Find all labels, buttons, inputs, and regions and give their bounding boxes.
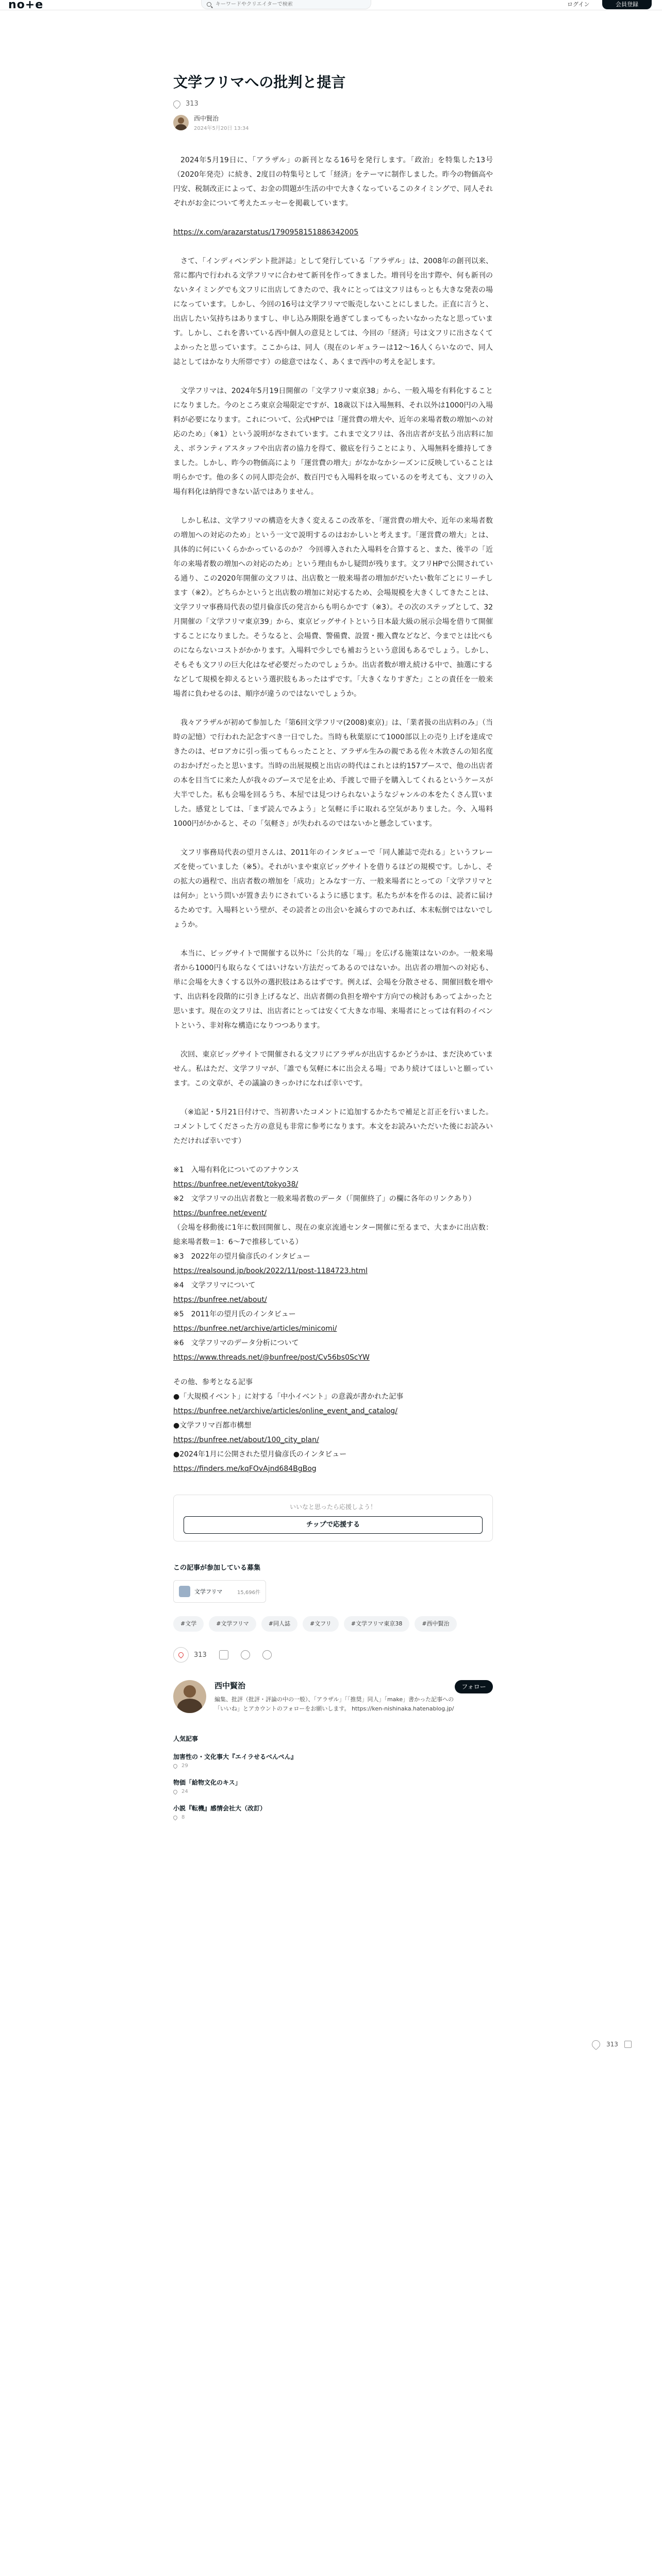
tag[interactable]: #文フリ — [303, 1616, 339, 1632]
paragraph: 本当に、ビッグサイトで開催する以外に「公共的な「場」」を広げる施策はないのか。一般来場者から1000円も取らなくてはいけない方法だってあるのではないか。出店者の増加への対応も、単に会場を大きくする以外の選択肢はあるはずです。例えば、会場を分散させる、開催回数を増やす、出店料を段階的に引き上げるなど、出店者側の負担を増やす方向での検討もあってよかったと思います。現在の文フリは、出店者にとっては安くて大きな市場、来場者にとっては有料のイベントという、非対称な構造になりつつあります。 — [173, 950, 493, 1030]
tag[interactable]: #文学フリマ — [209, 1616, 256, 1632]
magazine-count: 15,696件 — [237, 1589, 260, 1596]
popular-item-title[interactable]: 小説『転機』感情会社大（改訂） — [173, 1805, 267, 1812]
note-label: ※6 文学フリマのデータ分析について — [173, 1339, 299, 1347]
popular-item[interactable] — [173, 1804, 390, 1820]
paragraph: 文学フリマは、2024年5月19日開催の「文学フリマ東京38」から、一般入場を有料化することになりました。今のところ東京会場限定ですが、18歳以下は入場無料、それ以外は1000円の入場料が必要になります。これについて、公式HPでは「運営費の増大や、近年の来場者数の増加への対応のため」（※1）という説明がなされています。これまで文フリは、各出店者が支払う出店料に加え、ボランティアスタッフや出店者の協力を得て、徹底を行うことにより、入場無料を維持してきました。しかし、昨今の物価高により「運営費の増大」がなかなかシーズンに反映していることは明らかです。他の多くの同人即売会が、数百円でも入場料を取っているのを考えても、文フリの入場有料化は納得できない話ではありません。 — [173, 387, 493, 496]
ref-label: ●文学フリマ百都市構想 — [173, 1421, 252, 1430]
more-icon[interactable] — [262, 1650, 272, 1659]
magazine-name: 文学フリマ — [194, 1588, 223, 1595]
like-button[interactable] — [173, 1647, 189, 1663]
tip-button[interactable]: チップで応援する — [184, 1516, 483, 1534]
search-input[interactable] — [216, 2, 360, 7]
share-icon[interactable] — [219, 1650, 228, 1659]
note-label: ※4 文学フリマについて — [173, 1281, 256, 1290]
heart-icon — [177, 1651, 185, 1658]
support-text: いいなと思ったら応援しよう！ — [289, 1503, 376, 1511]
ref-link[interactable]: https://finders.me/kqFOvAjnd684BgBog — [173, 1465, 317, 1473]
note-label: ※1 入場有料化についてのアナウンス — [173, 1166, 299, 1174]
note-link[interactable]: https://bunfree.net/archive/articles/minicomi/ — [173, 1325, 337, 1333]
magazine-heading: この記事が参加している募集 — [173, 1564, 261, 1572]
article-body — [173, 153, 493, 1476]
floating-actions — [592, 2040, 632, 2048]
tag[interactable]: #西中賢治 — [415, 1616, 456, 1632]
author-name[interactable]: 西中賢治 — [194, 115, 219, 122]
heart-icon — [172, 1815, 178, 1820]
magazine-thumbnail — [179, 1586, 190, 1597]
search-icon — [207, 2, 211, 7]
note-link[interactable]: https://bunfree.net/event/ — [173, 1209, 267, 1217]
like-count: 313 — [186, 100, 198, 108]
popular-item[interactable] — [173, 1778, 390, 1794]
author-bio: 編集、批評（批評・評論の中の一般）、「アラザル」「「推奨」同人」「make」書かった記事への「いいね」とアカウントのフォローをお願いします。 https://ken-nishinaka.hatenablog.jp/ — [214, 1696, 454, 1712]
footnotes — [173, 1163, 493, 1476]
paragraph: 文フリ事務局代表の望月さんは、2011年のインタビューで「同人雑誌で売れる」というフレーズを使っていました（※5）。それがいまや東京ビッグサイトを借りるほどの規模です。しかし、その拡大の過程で、出店者数の増加を「成功」とみなす一方、一般来場者にとっての「文学フリマとは何か」という問いが置き去りにされているように感じます。私たちが本を作るのは、読者に届けるためです。入場料という壁が、その読者との出会いを減らすのであれば、本末転倒ではないでしょうか。 — [173, 849, 493, 929]
ref-link[interactable]: https://bunfree.net/about/100_city_plan/ — [173, 1436, 319, 1444]
popular-item-likes: 29 — [181, 1763, 188, 1769]
login-button[interactable]: ログイン — [567, 1, 590, 8]
author-row[interactable] — [173, 114, 493, 131]
tag[interactable]: #同人誌 — [261, 1616, 297, 1632]
likes-row — [173, 100, 493, 108]
note-link[interactable]: https://www.threads.net/@bunfree/post/Cv56bs0ScYW — [173, 1353, 370, 1362]
popular-item-likes: 24 — [181, 1789, 188, 1794]
follow-button[interactable]: フォロー — [455, 1680, 493, 1693]
popular-item-title[interactable]: 物価「給物文化のキス」 — [173, 1779, 241, 1786]
magazine-card[interactable] — [173, 1580, 266, 1603]
like-count: 313 — [194, 1651, 207, 1659]
tag-list — [173, 1616, 493, 1632]
top-bar — [0, 0, 662, 10]
note-label: ※2 文学フリマの出店者数と一般来場者数のデータ（「開催終了」の欄に各年のリンクあり） — [173, 1195, 476, 1203]
article — [173, 72, 493, 1820]
note-link[interactable]: https://realsound.jp/book/2022/11/post-1184723.html — [173, 1267, 368, 1275]
ref-heading: その他、参考となる記事 — [173, 1378, 253, 1386]
comment-icon[interactable] — [241, 1650, 250, 1659]
paragraph: （※追記・5月21日付けで、当初書いたコメントに追加するかたちで補足と訂正を行いました。コメントしてくださった方の意見も非常に参考になります。本文をお読みいただいた後にお読みいただければ幸いです） — [173, 1108, 493, 1145]
note-label: （会場を移動後に1年に数回開催し、現在の東京流通センター開催に至るまで、大まかに出店数：総来場者数＝1：6〜7で推移している） — [173, 1224, 493, 1246]
heart-icon[interactable] — [590, 2039, 602, 2050]
publish-date: 2024年5月20日 13:34 — [194, 126, 249, 131]
paragraph: しかし私は、文学フリマの構造を大きく変えるこの改革を、「運営費の増大や、近年の来場者数の増加への対応のため」という一文で説明するのはおかしいと考えます。「運営費の増大」とは、具体的に何にいくらかかっているのか？ 今回導入された入場料を合算すると、また、後半の「近年の来場者数の増加への対応のため」という理由もかし疑問が残ります。文フリHPで公開されている通り、この2020年開催の文フリは、出店数と一般来場者の増加がだいたい数年ごとにリーチします（※2）。どちらかというと出店数の増加に対応するため、会場規模を大きくしてきたことは、文学フリマ事務局代表の望月倫彦氏の発言からも明らかです（※3）。その次のステップとして、32月開催の「文学フリマ東京39」から、東京ビッグサイトという日本最大級の展示会場を借りて開催することになりました。そうなると、会場費、警備費、設置・搬入費などなど、今までとは比べものにならないコストがかかります。入場料で少しでも補おうという意図もあるでしょう。しかし、そもそも文フリの巨大化はなぜ必要だったのでしょうか。出店者数が増え続ける中で、抽選にするなどして規模を抑えるという選択肢もあったはずです。「大きくなりすぎた」ことの責任を一般来場者に負わせるのは、順序が違うのではないでしょうか。 — [173, 517, 493, 698]
popular-item-likes: 8 — [181, 1815, 185, 1820]
note-link[interactable]: https://bunfree.net/event/tokyo38/ — [173, 1180, 299, 1189]
popular-item-title[interactable]: 加害性の・文化事大『エイラせるべんぺん』 — [173, 1753, 297, 1760]
author-card — [173, 1680, 493, 1714]
heart-icon[interactable] — [172, 99, 182, 109]
search-box[interactable] — [201, 0, 371, 9]
site-logo[interactable]: no+e — [8, 0, 44, 11]
article-title: 文学フリマへの批判と提言 — [173, 74, 346, 91]
paragraph: 我々アラザルが初めて参加した「第6回文学フリマ(2008)東京)」は、「業者扱の出店料のみ」（当時の記憶）で行われた記念すべき一日でした。当時も秋葉原にて1000部以上の売り上げを達成できたのは、ゼロアカに引っ張ってもらったことと、アラザル生みの親である佐々木敦さんの知名度のおかげだったと思います。当時の出展規模と出店の時代はこれとは約157ブースで、他の出店者の本を目当てに来た人が我々のブースで足を止め、手渡しで冊子を購入してくれるというケースが大半でした。私も会場を回るうち、本屋では見つけられないようなジャンルの本をたくさん買いました。感覚としては、「まず読んでみよう」と気軽に手に取れる空気がありました。今、入場料1000円がかかると、その「気軽さ」が失われるのではないかと懸念しています。 — [173, 719, 493, 828]
paragraph: 次回、東京ビッグサイトで開催される文フリにアラザルが出店するかどうかは、まだ決めていません。私はただ、文学フリマが、「誰でも気軽に本に出会える場」であり続けてほしいと願っています。この文章が、その議論のきっかけになれば幸いです。 — [173, 1050, 493, 1088]
ref-label: ●「大規模イベント」に対する「中小イベント」の意義が書かれた記事 — [173, 1393, 404, 1401]
popular-item[interactable] — [173, 1752, 390, 1769]
ref-label: ●2024年1月に公開された望月倫彦氏のインタビュー — [173, 1450, 347, 1459]
external-link[interactable]: https://x.com/arazarstatus/1790958151886342005 — [173, 228, 359, 236]
floating-like-count: 313 — [606, 2041, 618, 2048]
action-row — [173, 1647, 493, 1663]
popular-heading: 人気記事 — [173, 1735, 198, 1742]
signup-button[interactable]: 会員登録 — [602, 0, 652, 9]
note-label: ※3 2022年の望月倫彦氏のインタビュー — [173, 1252, 310, 1261]
support-box — [173, 1495, 493, 1541]
heart-icon — [172, 1789, 178, 1794]
ref-link[interactable]: https://bunfree.net/archive/articles/online_event_and_catalog/ — [173, 1407, 398, 1415]
author-avatar[interactable] — [173, 1680, 206, 1713]
avatar[interactable] — [173, 115, 189, 130]
paragraph: 2024年5月19日に、「アラザル」の新刊となる16号を発行します。「政治」を特集した13号（2020年発売）に続き、2度目の特集号として「経済」をテーマに制作しました。昨今の物価高や円安、税制改正によって、お金の問題が生活の中で大きくなっているこのタイミングで、同人それぞれがお金について考えたエッセーを掲載しています。 — [173, 156, 493, 208]
tag[interactable]: #文学フリマ東京38 — [344, 1616, 410, 1632]
author-card-name[interactable]: 西中賢治 — [214, 1681, 246, 1690]
paragraph: さて、「インディペンデント批評誌」として発行している「アラザル」は、2008年の創刊以来、常に都内で行われる文学フリマに合わせて新刊を作ってきました。増刊号を出す際や、何も新刊のないタイミングでも文フリに出店してきたので、我々にとっては文フリはもっとも大きな発表の場になっています。しかし、今回の16号は文学フリマで販売しないことにしました。正直に言うと、出店したい気持ちはありますし、申し込み期限を過ぎてしまってもったいなかったなと思っています。しかし、これを書いている西中個人の意見としては、今回の「経済」号は文フリに出さなくてよかったと思っています。ここからは、同人（現在のレギュラーは12〜16人くらいなので、同人誌としてはかなり大所帯です）の総意ではなく、あくまで西中の考えを記します。 — [173, 257, 493, 366]
note-label: ※5 2011年の望月氏のインタビュー — [173, 1310, 296, 1318]
share-icon[interactable] — [624, 2041, 632, 2048]
heart-icon — [172, 1763, 178, 1769]
note-link[interactable]: https://bunfree.net/about/ — [173, 1296, 267, 1304]
tag[interactable]: #文学 — [173, 1616, 204, 1632]
